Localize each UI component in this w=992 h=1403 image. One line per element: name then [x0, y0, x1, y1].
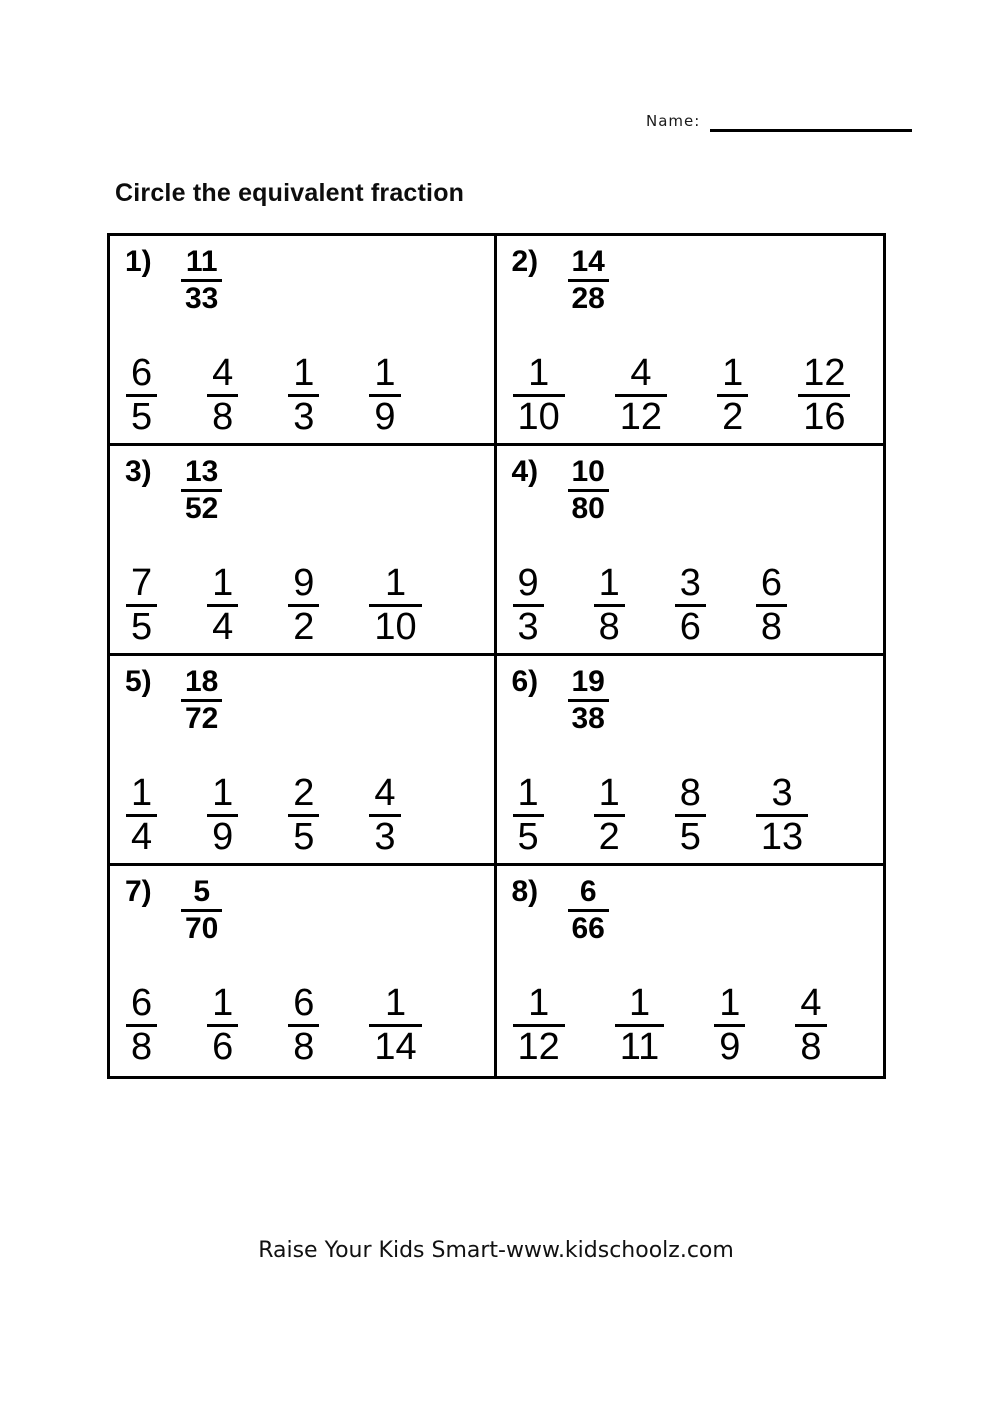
problem-header — [125, 456, 494, 525]
option-fraction[interactable] — [798, 354, 850, 437]
denominator: 38 — [571, 701, 605, 735]
denominator: 2 — [598, 815, 620, 858]
problem-cell — [110, 656, 497, 866]
option-fraction[interactable] — [513, 774, 544, 857]
numerator: 4 — [212, 352, 234, 394]
numerator: 1 — [374, 352, 396, 394]
numerator: 11 — [185, 245, 218, 278]
options-row — [126, 774, 401, 857]
denominator: 3 — [517, 605, 539, 648]
numerator: 1 — [598, 562, 620, 604]
numerator: 1 — [719, 982, 741, 1024]
given-fraction — [568, 666, 609, 735]
denominator: 2 — [722, 395, 744, 438]
option-fraction[interactable] — [207, 774, 238, 857]
options-row — [513, 354, 851, 437]
denominator: 6 — [679, 605, 701, 648]
numerator: 3 — [771, 772, 793, 814]
options-row — [513, 984, 827, 1067]
denominator: 12 — [517, 1025, 560, 1068]
name-input-line[interactable] — [710, 116, 912, 132]
numerator: 6 — [131, 352, 153, 394]
numerator: 3 — [679, 562, 701, 604]
numerator: 9 — [293, 562, 315, 604]
problem-header — [512, 456, 884, 525]
option-fraction[interactable] — [513, 354, 565, 437]
option-fraction[interactable] — [513, 564, 544, 647]
denominator: 11 — [619, 1025, 660, 1068]
numerator: 4 — [374, 772, 396, 814]
numerator: 6 — [293, 982, 315, 1024]
numerator: 4 — [800, 982, 822, 1024]
problem-number: 1) — [125, 245, 152, 278]
numerator: 1 — [131, 772, 153, 814]
problem-number: 4) — [511, 455, 539, 488]
options-row — [513, 564, 788, 647]
name-row — [646, 112, 912, 132]
numerator: 7 — [131, 562, 153, 604]
denominator: 33 — [185, 281, 219, 315]
option-fraction[interactable] — [756, 774, 808, 857]
numerator: 6 — [760, 562, 783, 604]
page-title: Circle the equivalent fraction — [115, 179, 465, 207]
denominator: 5 — [293, 815, 315, 858]
denominator: 16 — [803, 395, 846, 438]
options-row — [126, 984, 422, 1067]
problem-cell — [497, 656, 884, 866]
options-row — [513, 774, 809, 857]
problem-number: 7) — [125, 875, 152, 908]
problem-header — [125, 246, 494, 315]
option-fraction[interactable] — [288, 354, 319, 437]
option-fraction[interactable] — [126, 984, 157, 1067]
option-fraction[interactable] — [126, 564, 157, 647]
problem-cell — [110, 866, 497, 1076]
given-fraction — [181, 246, 222, 315]
options-row — [126, 564, 422, 647]
problem-number: 6) — [511, 665, 539, 698]
given-fraction — [568, 876, 609, 945]
problem-header — [512, 666, 884, 735]
given-fraction — [181, 876, 222, 945]
problem-number: 8) — [511, 875, 539, 908]
option-fraction[interactable] — [795, 984, 826, 1067]
problem-header — [125, 666, 494, 735]
numerator: 1 — [384, 982, 407, 1024]
option-fraction[interactable] — [513, 984, 565, 1067]
numerator: 1 — [293, 352, 315, 394]
denominator: 70 — [185, 911, 219, 945]
numerator: 5 — [193, 875, 211, 908]
denominator: 3 — [293, 395, 315, 438]
option-fraction[interactable] — [288, 564, 319, 647]
option-fraction[interactable] — [207, 354, 238, 437]
given-fraction — [181, 666, 222, 735]
problem-cell — [497, 866, 884, 1076]
option-fraction[interactable] — [594, 564, 625, 647]
problem-cell — [110, 446, 497, 656]
option-fraction[interactable] — [207, 564, 238, 647]
problem-number: 3) — [125, 455, 152, 488]
denominator: 72 — [185, 701, 219, 735]
denominator: 4 — [131, 815, 153, 858]
given-fraction — [181, 456, 222, 525]
option-fraction[interactable] — [126, 354, 157, 437]
option-fraction[interactable] — [207, 984, 238, 1067]
problem-number: 2) — [511, 245, 539, 278]
numerator: 19 — [571, 665, 605, 698]
problem-cell — [110, 236, 497, 446]
numerator: 12 — [803, 352, 846, 394]
numerator: 1 — [722, 352, 744, 394]
numerator: 8 — [679, 772, 701, 814]
problem-number: 5) — [125, 665, 152, 698]
denominator: 52 — [185, 491, 219, 525]
denominator: 28 — [571, 281, 605, 315]
denominator: 5 — [131, 395, 153, 438]
denominator: 8 — [598, 605, 620, 648]
denominator: 8 — [131, 1025, 153, 1068]
denominator: 12 — [619, 395, 663, 438]
denominator: 4 — [212, 605, 234, 648]
numerator: 1 — [212, 562, 234, 604]
options-row — [126, 354, 401, 437]
option-fraction[interactable] — [369, 984, 421, 1067]
denominator: 10 — [374, 605, 417, 648]
given-fraction — [568, 456, 609, 525]
denominator: 3 — [374, 815, 396, 858]
option-fraction[interactable] — [126, 774, 157, 857]
numerator: 1 — [598, 772, 620, 814]
numerator: 6 — [579, 875, 597, 908]
option-fraction[interactable] — [714, 984, 745, 1067]
denominator: 2 — [293, 605, 315, 648]
denominator: 14 — [374, 1025, 417, 1068]
problem-header — [512, 876, 884, 945]
option-fraction[interactable] — [594, 774, 625, 857]
option-fraction[interactable] — [288, 774, 319, 857]
numerator: 1 — [517, 772, 539, 814]
numerator: 1 — [528, 982, 550, 1024]
option-fraction[interactable] — [675, 564, 706, 647]
problem-cell — [497, 236, 884, 446]
numerator: 2 — [293, 772, 315, 814]
name-label: Name: — [646, 112, 701, 130]
denominator: 13 — [760, 815, 804, 858]
denominator: 8 — [800, 1025, 822, 1068]
problems-grid — [107, 233, 886, 1079]
option-fraction[interactable] — [288, 984, 319, 1067]
numerator: 4 — [630, 352, 652, 394]
denominator: 8 — [212, 395, 234, 438]
numerator: 1 — [212, 772, 234, 814]
option-fraction[interactable] — [369, 564, 421, 647]
denominator: 8 — [293, 1025, 315, 1068]
numerator: 1 — [384, 562, 407, 604]
numerator: 14 — [571, 245, 605, 278]
option-fraction[interactable] — [717, 354, 748, 437]
denominator: 5 — [517, 815, 539, 858]
denominator: 8 — [760, 605, 783, 648]
denominator: 9 — [719, 1025, 741, 1068]
denominator: 66 — [571, 911, 605, 945]
denominator: 80 — [571, 491, 605, 525]
numerator: 1 — [528, 352, 550, 394]
numerator: 1 — [628, 982, 651, 1024]
denominator: 10 — [517, 395, 560, 438]
given-fraction — [568, 246, 609, 315]
option-fraction[interactable] — [369, 354, 400, 437]
numerator: 9 — [517, 562, 539, 604]
denominator: 5 — [679, 815, 701, 858]
problem-header — [512, 246, 884, 315]
problem-cell — [497, 446, 884, 656]
denominator: 6 — [212, 1025, 234, 1068]
numerator: 10 — [571, 455, 605, 488]
denominator: 9 — [212, 815, 234, 858]
option-fraction[interactable] — [675, 774, 706, 857]
problem-header — [125, 876, 494, 945]
denominator: 5 — [131, 605, 153, 648]
option-fraction[interactable] — [615, 354, 667, 437]
numerator: 18 — [185, 665, 219, 698]
option-fraction[interactable] — [369, 774, 400, 857]
denominator: 9 — [374, 395, 396, 438]
numerator: 6 — [131, 982, 153, 1024]
footer-text: Raise Your Kids Smart-www.kidschoolz.com — [258, 1238, 734, 1263]
option-fraction[interactable] — [615, 984, 664, 1067]
numerator: 13 — [185, 455, 219, 488]
numerator: 1 — [212, 982, 234, 1024]
option-fraction[interactable] — [756, 564, 787, 647]
